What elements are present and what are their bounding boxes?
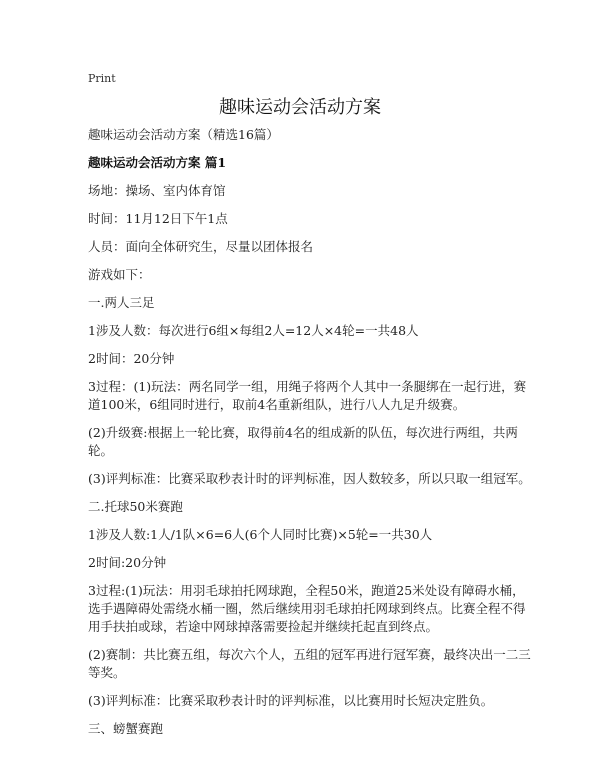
paragraph: 人员：面向全体研究生，尽量以团体报名 xyxy=(88,239,314,254)
paragraph: 2时间：20分钟 xyxy=(88,351,175,366)
paragraph: 1涉及人数：每次进行6组×每组2人=12人×4轮=一共48人 xyxy=(88,323,419,338)
paragraph: 2时间:20分钟 xyxy=(88,555,167,570)
paragraph: (3)评判标准：比赛采取秒表计时的评判标准，因人数较多，所以只取一组冠军。 xyxy=(88,471,531,486)
paragraph: 一.两人三足 xyxy=(88,295,155,310)
paragraph: 1涉及人数:1人/1队×6=6人(6个人同时比赛)×5轮=一共30人 xyxy=(88,527,433,542)
paragraph: (3)评判标准：比赛采取秒表计时的评判标准，以比赛用时长短决定胜负。 xyxy=(88,693,494,708)
paragraph: 时间：11月12日下午1点 xyxy=(88,211,228,226)
print-link[interactable]: Print xyxy=(88,72,116,85)
subtitle: 趣味运动会活动方案（精选16篇） xyxy=(88,127,279,142)
paragraph: (2)赛制：共比赛五组，每次六个人，五组的冠军再进行冠军赛，最终决出一二三等奖。 xyxy=(88,647,531,680)
paragraph: 3过程：(1)玩法：两名同学一组，用绳子将两个人其中一条腿绑在一起行进，赛道100米，6组同时进行，取前4名重新组队，进行八人九足升级赛。 xyxy=(88,379,527,412)
paragraph: 游戏如下： xyxy=(88,267,151,282)
section-heading: 趣味运动会活动方案 篇1 xyxy=(88,155,227,170)
paragraph: (2)升级赛:根据上一轮比赛，取得前4名的组成新的队伍，每次进行两组，共两轮。 xyxy=(88,425,518,458)
page-title: 趣味运动会活动方案 xyxy=(219,97,381,118)
paragraph: 场地：操场、室内体育馆 xyxy=(88,183,226,198)
paragraph: 三、螃蟹赛跑 xyxy=(88,721,164,736)
paragraph: 3过程:(1)玩法：用羽毛球拍托网球跑，全程50米，跑道25米处设有障碍水桶，选手遇障碍处需绕水桶一圈，然后继续用羽毛球拍托网球到终点。比赛全程不得用手扶拍或球，若途中网球掉落需要捡起并继续托起直到终点。 xyxy=(88,583,526,634)
paragraph: 二.托球50米赛跑 xyxy=(88,499,183,514)
